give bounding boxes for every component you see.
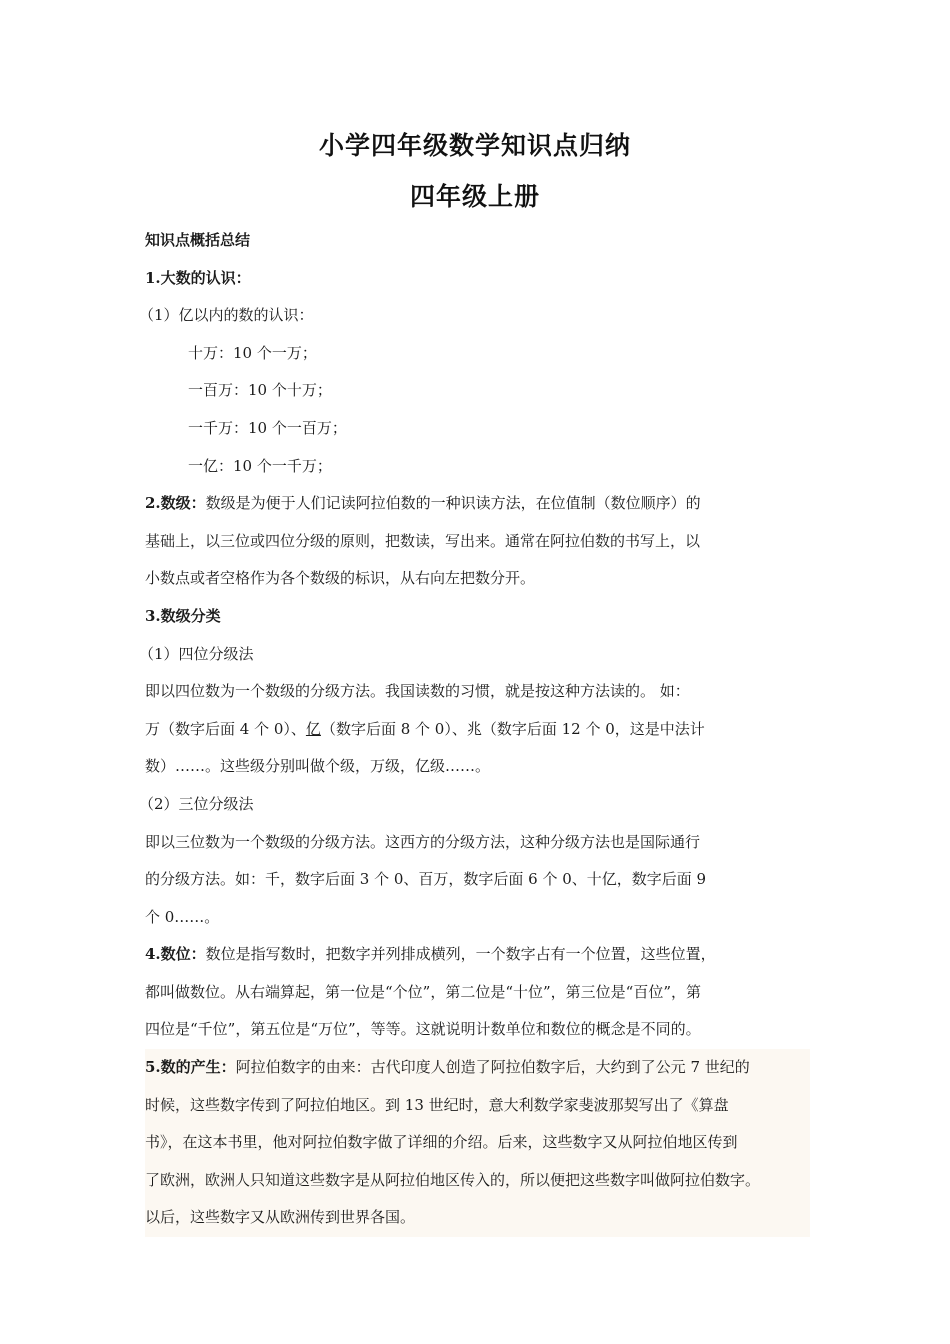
section-heading: 知识点概括总结	[145, 231, 251, 249]
s3-sub2-line: 即以三位数为一个数级的分级方法。这西方的分级方法，这种分级方法也是国际通行	[145, 832, 701, 851]
s3-sub2: （2）三位分级法	[139, 794, 254, 813]
s1-item: 一千万：10 个一百万；	[188, 418, 347, 437]
s1-heading: 1.大数的认识：	[145, 268, 251, 287]
s3-wan-text: （数字后面 4 个 0）、	[160, 719, 306, 738]
s1-sub1: （1）亿以内的数的认识：	[139, 306, 314, 325]
s2-line	[145, 485, 810, 523]
s1-item: 一百万：10 个十万；	[188, 381, 332, 400]
s3-sub2-line: 的分级方法。如：千，数字后面 3 个 0、百万，数字后面 6 个 0、十亿，数字后面 9	[145, 870, 707, 889]
s4-line: 都叫做数位。从右端算起，第一位是“个位”，第二位是“十位”，第三位是“百位”，第	[145, 982, 702, 1001]
s3-wan: 万	[145, 719, 161, 738]
s3-sub1: （1）四位分级法	[139, 644, 254, 663]
s4-line	[145, 936, 810, 974]
s5-line: 时候，这些数字传到了阿拉伯地区。到 13 世纪时，意大利数学家斐波那契写出了《算盘	[145, 1095, 729, 1114]
s3-sub1-line: 即以四位数为一个数级的分级方法。我国读数的习惯，就是按这种方法读的。 如：	[145, 682, 690, 701]
s5-line: 书》，在这本书里，他对阿拉伯数字做了详细的介绍。后来，这些数字又从阿拉伯地区传到	[145, 1133, 738, 1152]
s3-sub1-line: 数）……。这些级分别叫做个级，万级，亿级……。	[145, 757, 491, 776]
s5-block	[145, 1049, 810, 1237]
s4-line: 四位是“千位”，第五位是“万位”，等等。这就说明计数单位和数位的概念是不同的。	[145, 1020, 701, 1039]
document-body	[139, 222, 810, 1237]
s3-sub1-line	[145, 711, 810, 749]
s2-line: 基础上，以三位或四位分级的原则，把数读，写出来。通常在阿拉伯数的书写上，以	[145, 531, 701, 550]
s2-label: 2.数级：	[145, 494, 206, 513]
s3-sub2-line: 个 0……。	[145, 907, 220, 926]
s4-text: 数位是指写数时，把数字并列排成横列，一个数字占有一个位置，这些位置，	[205, 945, 716, 964]
s3-yi-text: （数字后面 8 个 0）、兆（数字后面 12 个 0，这是中法计	[320, 719, 705, 738]
s2-line: 小数点或者空格作为各个数级的标识，从右向左把数分开。	[145, 569, 536, 588]
document-subtitle: 四年级上册	[409, 182, 540, 211]
s5-label: 5.数的产生：	[145, 1058, 236, 1077]
s4-label: 4.数位：	[145, 945, 206, 964]
s5-line	[145, 1049, 810, 1087]
s5-line: 以后，这些数字又从欧洲传到世界各国。	[145, 1208, 416, 1227]
s5-text: 阿拉伯数字的由来：古代印度人创造了阿拉伯数字后，大约到了公元 7 世纪的	[235, 1058, 750, 1077]
document-title: 小学四年级数学知识点归纳	[318, 131, 631, 160]
s3-heading: 3.数级分类	[145, 606, 221, 625]
s5-line: 了欧洲，欧洲人只知道这些数字是从阿拉伯地区传入的，所以便把这些数字叫做阿拉伯数字。	[145, 1170, 761, 1189]
s3-yi-link[interactable]: 亿	[305, 719, 321, 738]
s2-text: 数级是为便于人们记读阿拉伯数的一种识读方法，在位值制（数位顺序）的	[205, 494, 701, 513]
s1-item: 十万：10 个一万；	[188, 343, 317, 362]
s1-item: 一亿：10 个一千万；	[188, 456, 332, 475]
